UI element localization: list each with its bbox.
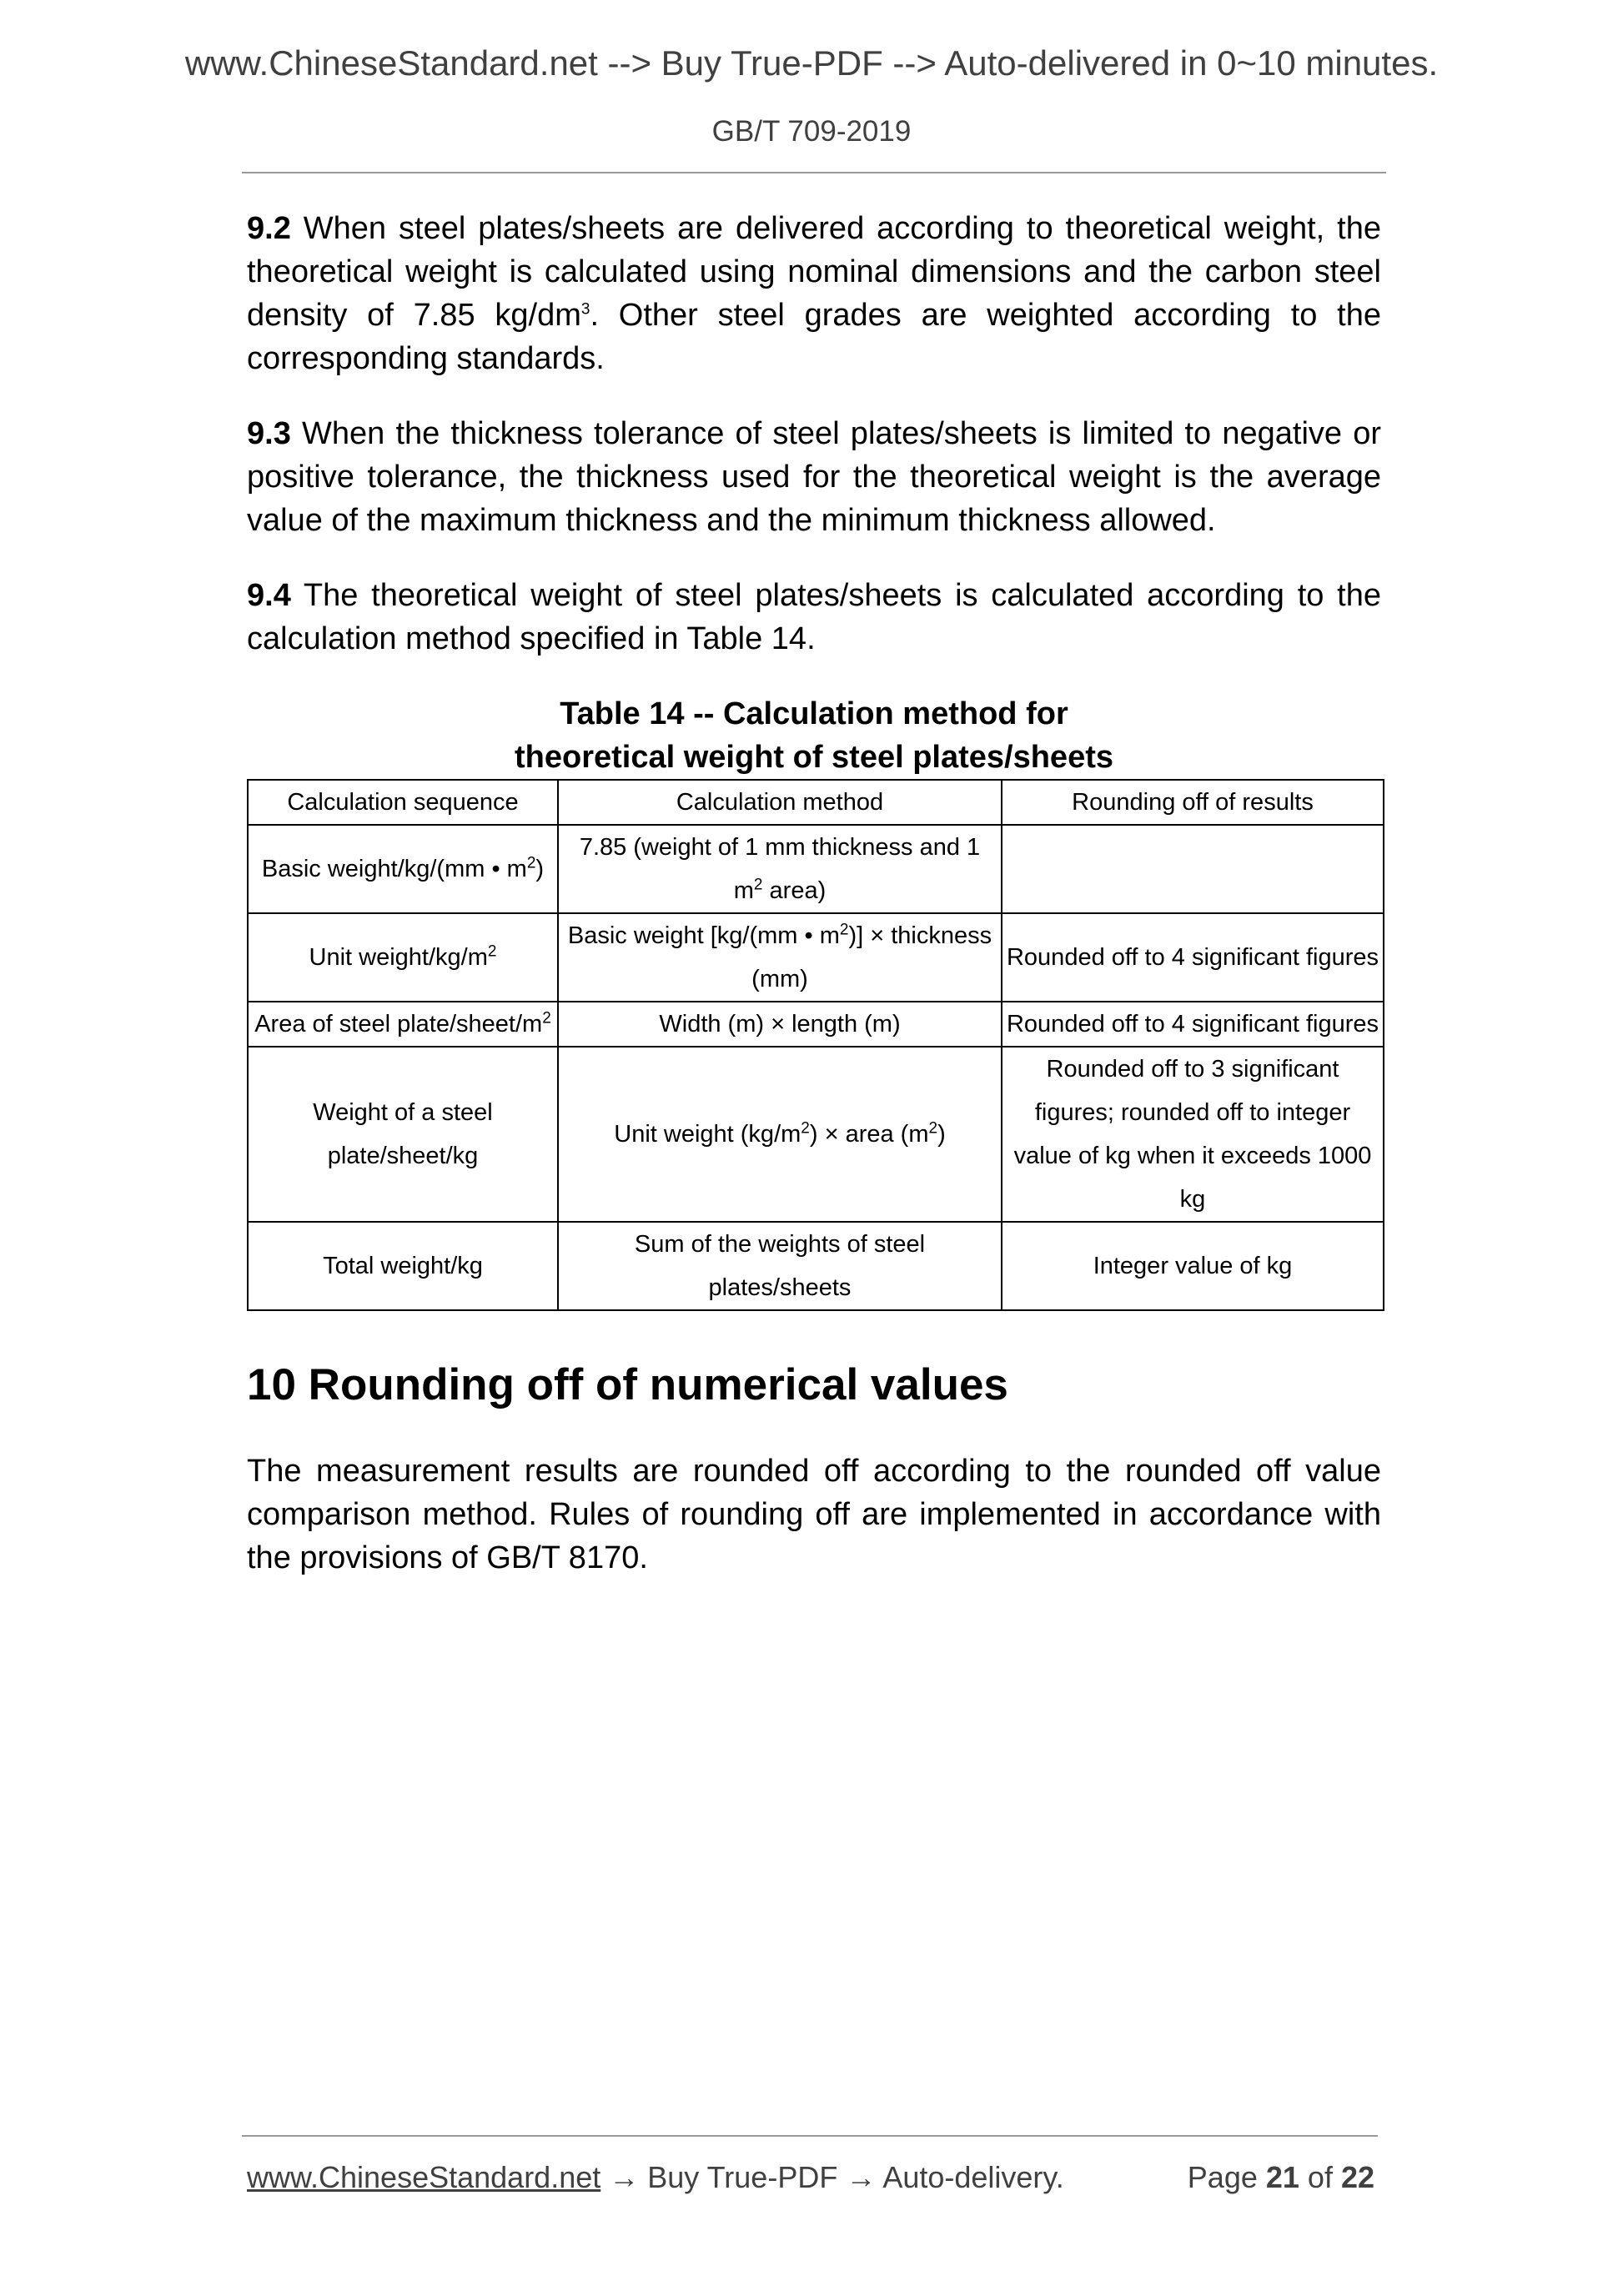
method-cell (558, 825, 1002, 913)
clause-number: 9.3 (247, 416, 291, 451)
table-title-line-2: theoretical weight of steel plates/sheets (515, 740, 1113, 775)
clause-number: 9.4 (247, 578, 291, 613)
current-page: 21 (1265, 2160, 1299, 2194)
of-label: of (1299, 2160, 1341, 2194)
sequence-cell: Weight of a steel plate/sheet/kg (248, 1047, 558, 1222)
cell-text: Unit weight (kg/m (614, 1121, 801, 1148)
superscript: 2 (753, 876, 763, 894)
method-cell (558, 913, 1002, 1002)
header-divider (242, 172, 1386, 173)
cell-text: area) (762, 877, 827, 904)
header-cell: Rounding off of results (1002, 780, 1384, 825)
footer-promo-text: → Buy True-PDF → Auto-delivery. (600, 2160, 1064, 2194)
table-title (247, 692, 1381, 779)
table-title-line-1: Table 14 -- Calculation method for (560, 696, 1068, 731)
superscript: 2 (928, 1119, 938, 1138)
table-header-row (248, 780, 1384, 825)
sequence-cell (248, 1002, 558, 1047)
clause-9-4 (247, 574, 1381, 661)
cell-text: ) (535, 856, 545, 882)
cell-text: 7.85 (weight of 1 mm thickness and 1 m (579, 834, 981, 904)
calculation-table (247, 779, 1384, 1311)
website-link[interactable]: www.ChineseStandard.net (247, 2160, 601, 2194)
table-row (248, 1047, 1384, 1222)
clause-number: 9.2 (247, 211, 291, 246)
rounding-cell: Integer value of kg (1002, 1222, 1384, 1310)
superscript: 2 (526, 854, 536, 872)
table-row (248, 825, 1384, 913)
footer-divider (242, 2135, 1378, 2137)
rounding-cell: Rounded off to 4 significant figures (1002, 913, 1384, 1002)
superscript: 2 (839, 921, 849, 939)
page-number (1188, 2160, 1374, 2195)
cell-text: ) (937, 1121, 946, 1148)
section-10-text: The measurement results are rounded off according to the rounded off value comparison method. Rules of rounding off are implemented in accordance with the provisions of GB/T 8170. (247, 1454, 1381, 1575)
method-cell (558, 1047, 1002, 1222)
cell-text: Basic weight [kg/(mm • m (567, 922, 840, 949)
rounding-cell (1002, 825, 1384, 913)
header-cell: Calculation method (558, 780, 1002, 825)
total-pages: 22 (1340, 2160, 1374, 2194)
rounding-cell: Rounded off to 3 significant figures; rounded off to integer value of kg when it exceeds 1000 kg (1002, 1047, 1384, 1222)
cell-text: Unit weight/kg/m (309, 944, 488, 971)
page-footer (247, 2160, 1374, 2195)
header-cell: Calculation sequence (248, 780, 558, 825)
cell-text: ) × area (m (809, 1121, 929, 1148)
method-cell: Width (m) × length (m) (558, 1002, 1002, 1047)
sequence-cell (248, 913, 558, 1002)
cell-text: Basic weight/kg/(mm • m (261, 856, 527, 882)
cell-text: )] × thickness (mm) (751, 922, 992, 992)
page-content (247, 207, 1381, 1611)
clause-text: . Other steel grades are weighted according to the corresponding standards. (247, 298, 1381, 376)
superscript: 2 (487, 942, 497, 961)
sequence-cell: Total weight/kg (248, 1222, 558, 1310)
clause-text: The theoretical weight of steel plates/sheets is calculated according to the calculation method specified in Table 14. (247, 578, 1381, 656)
clause-text: When steel plates/sheets are delivered according to theoretical weight, the theoretical weight is calculated using nominal dimensions and the carbon steel density of 7.85 kg/dm (247, 211, 1381, 333)
method-cell: Sum of the weights of steel plates/sheets (558, 1222, 1002, 1310)
superscript: 2 (542, 1009, 551, 1027)
footer-promo (247, 2160, 1064, 2194)
section-10-heading: 10 Rounding off of numerical values (247, 1360, 1008, 1409)
table-row (248, 913, 1384, 1002)
clause-text: When the thickness tolerance of steel plates/sheets is limited to negative or positive tolerance, the thickness used for the theoretical weight is the average value of the maximum thickness and the minimum thickness allowed. (247, 416, 1381, 538)
clause-9-3 (247, 412, 1381, 542)
clause-9-2 (247, 207, 1381, 380)
table-row (248, 1222, 1384, 1310)
cell-text: Area of steel plate/sheet/m (254, 1011, 543, 1037)
sequence-cell (248, 825, 558, 913)
superscript: 2 (801, 1119, 810, 1138)
rounding-cell: Rounded off to 4 significant figures (1002, 1002, 1384, 1047)
table-row (248, 1002, 1384, 1047)
page-label: Page (1187, 2160, 1266, 2194)
superscript: 3 (580, 300, 590, 319)
top-banner: www.ChineseStandard.net --> Buy True-PDF --> Auto-delivered in 0~10 minutes. (184, 43, 1439, 83)
standard-code: GB/T 709-2019 (711, 115, 912, 148)
